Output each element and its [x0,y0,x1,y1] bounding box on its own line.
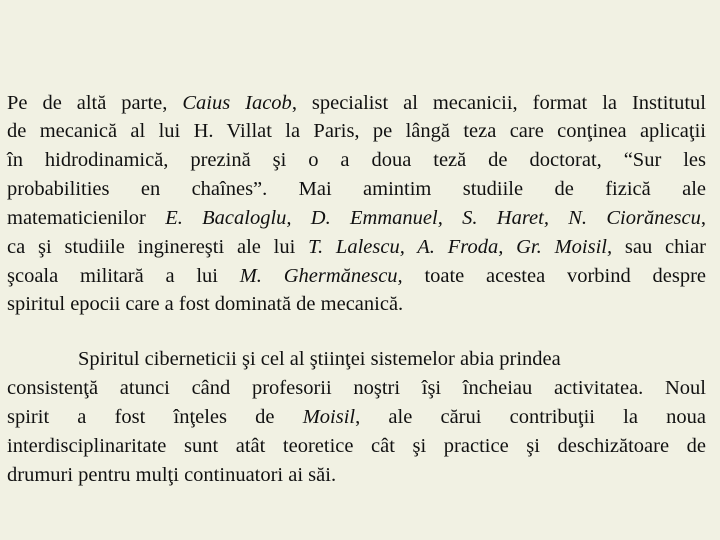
p1-text: ca şi studiile inginereşti ale lui [7,236,309,258]
p1-line-3 [7,146,706,174]
p1-line-5 [7,204,706,232]
p2-line-3 [7,403,706,431]
p2-text: drumuri pentru mulţi continuatori ai săi. [7,464,337,486]
p1-line-1 [7,89,706,117]
names-mathematicians: E. Bacaloglu, D. Emmanuel, S. Haret, N. Ciorănescu [165,207,701,229]
p2-line-1 [78,345,706,373]
name-moisil: Moisil [302,406,356,428]
p2-text: , ale cărui contribuţii la noua [355,406,706,428]
p1-text: Pe de altă parte, [7,92,183,114]
p1-text: probabilities en chaînes”. Mai amintim studiile de fizică ale [7,178,706,200]
p1-text: spiritul epocii care a fost dominată de mecanică. [7,293,404,315]
p1-text: şcoala militară a lui [7,265,240,287]
p1-text: matematicienilor [7,207,166,229]
p1-line-2 [7,117,706,145]
p1-text: de mecanică al lui H. Villat la Paris, pe lângă teza care conţinea aplicaţii [7,120,706,142]
p1-text: în hidrodinamică, prezină şi o a doua teză de doctorat, “Sur les [7,149,706,171]
p2-line-2 [7,374,706,402]
p2-text: interdisciplinaritate sunt atât teoretice cât şi practice şi deschizătoare de [7,435,706,457]
p1-line-6 [7,233,706,261]
p2-text: spirit a fost înţeles de [7,406,303,428]
p2-line-5 [7,461,706,489]
p2-line-4 [7,432,706,460]
p1-line-7 [7,262,706,290]
p1-text: , specialist al mecanicii, format la Institutul [291,92,706,114]
p2-text: Spiritul ciberneticii şi cel al ştiinţei sistemelor abia prindea [78,348,561,370]
name-ghermanescu: M. Ghermănescu, [239,265,403,287]
p1-text: toate acestea vorbind despre [402,265,706,287]
name-caius-iacob: Caius Iacob [182,92,292,114]
p1-line-4 [7,175,706,203]
p1-text: , [700,207,707,229]
p1-text: sau chiar [612,236,706,258]
names-engineers: T. Lalescu, A. Froda, Gr. Moisil, [308,236,613,258]
p1-line-8 [7,290,706,318]
p2-text: consistenţă atunci când profesorii noştri îşi încheiau activitatea. Noul [7,377,706,399]
